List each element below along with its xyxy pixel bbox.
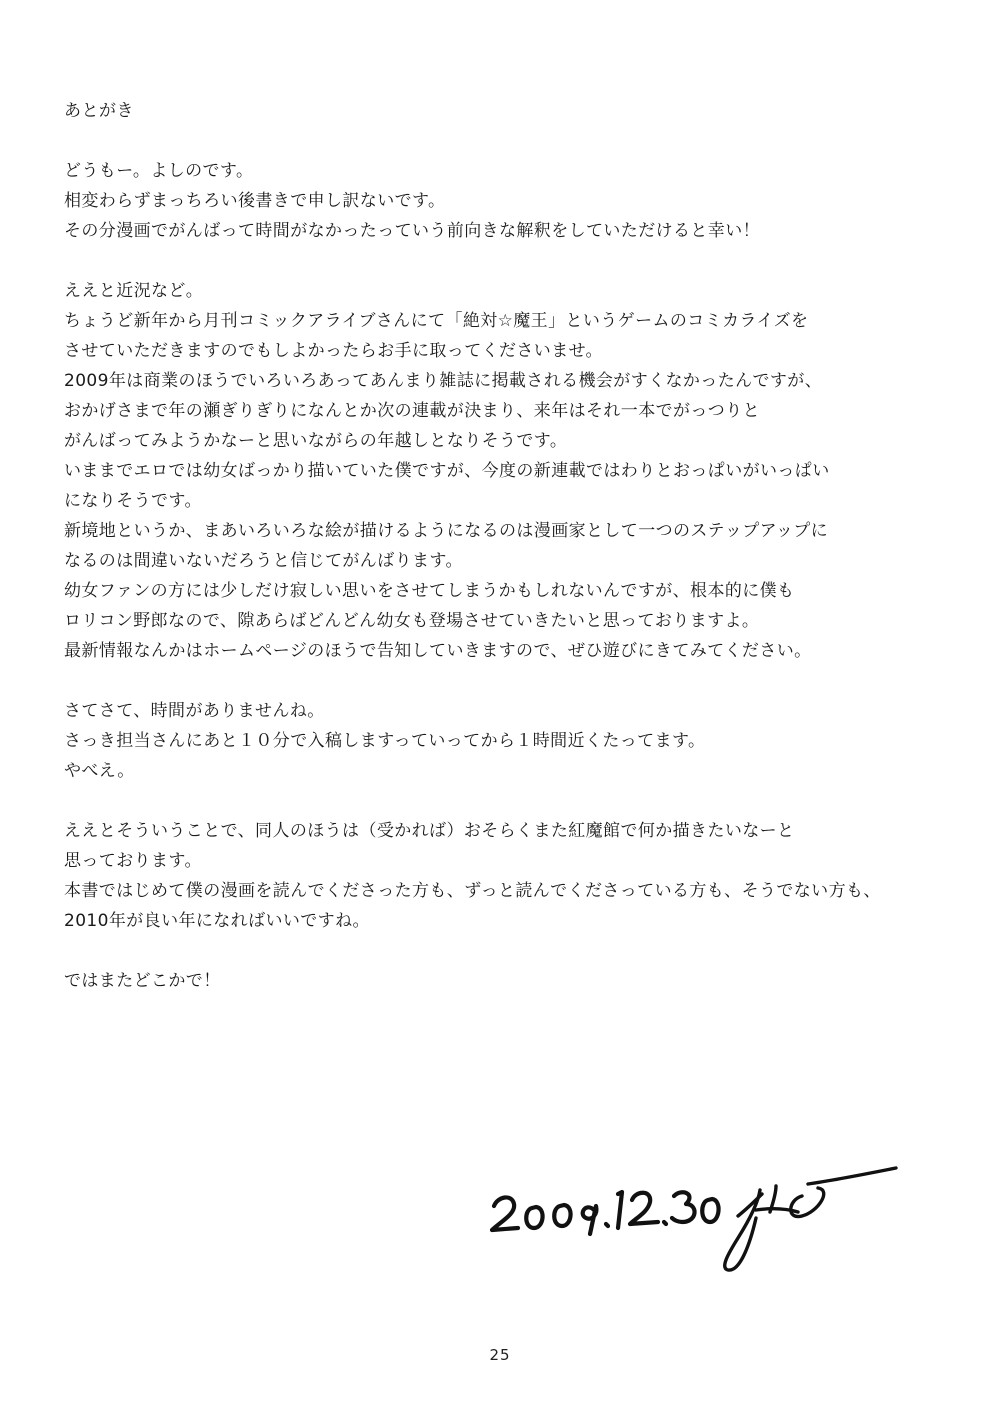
text-line: ではまたどこかで！ — [64, 971, 221, 991]
text-line: その分漫画でがんばって時間がなかったっていう前向きな解釈をしていただけると幸い！ — [64, 221, 760, 241]
text-line: 幼女ファンの方には少しだけ寂しい思いをさせてしまうかもしれないんですが、根本的に僕も — [64, 581, 795, 601]
text-line: ええとそういうことで、同人のほうは（受かれば）おそらくまた紅魔館で何か描きたいなーと — [64, 821, 795, 841]
paragraph-deadline — [64, 696, 944, 786]
text-line: させていただきますのでもしよかったらお手に取ってくださいませ。 — [64, 341, 603, 361]
text-line: ちょうど新年から月刊コミックアライブさんにて「絶対☆魔王」というゲームのコミカライズを — [64, 311, 809, 331]
page-number: 25 — [489, 1346, 511, 1364]
paragraph-gap — [64, 936, 944, 966]
text-line: 本書ではじめて僕の漫画を読んでくださった方も、ずっと読んでくださっている方も、そうでない方も、 — [64, 881, 881, 901]
text-line: 相変わらずまっちろい後書きで申し訳ないです。 — [64, 191, 446, 211]
text-line: さてさて、時間がありませんね。 — [64, 701, 325, 721]
paragraph-doujin — [64, 816, 944, 936]
paragraph-gap — [64, 246, 944, 276]
handwritten-signature — [486, 1160, 916, 1280]
text-line: なるのは間違いないだろうと信じてがんばります。 — [64, 551, 463, 571]
text-line: さっき担当さんにあと１０分で入稿しますっていってから１時間近くたってます。 — [64, 731, 706, 751]
text-line: 思っております。 — [64, 851, 202, 871]
text-line: になりそうです。 — [64, 491, 202, 511]
text-line: やべえ。 — [64, 761, 135, 781]
text-line: がんばってみようかなーと思いながらの年越しとなりそうです。 — [64, 431, 568, 451]
text-line: 新境地というか、まあいろいろな絵が描けるようになるのは漫画家として一つのステップアップに — [64, 521, 829, 541]
text-line: ええと近況など。 — [64, 281, 204, 301]
text-line: どうもー。よしのです。 — [64, 161, 254, 181]
afterword-body — [64, 156, 944, 996]
paragraph-gap — [64, 666, 944, 696]
text-line: いままでエロでは幼女ばっかり描いていた僕ですが、今度の新連載ではわりとおっぱいがいっぱい — [64, 461, 830, 481]
text-line: 2009年は商業のほうでいろいろあってあんまり雑誌に掲載される機会がすくなかったんですが、 — [64, 371, 823, 391]
text-line: 2010年が良い年になればいいですね。 — [64, 911, 370, 931]
afterword-title: あとがき — [64, 101, 134, 121]
paragraph-news — [64, 276, 944, 666]
paragraph-gap — [64, 786, 944, 816]
paragraph-farewell — [64, 966, 944, 996]
paragraph-greeting — [64, 156, 944, 246]
text-line: 最新情報なんかはホームページのほうで告知していきますので、ぜひ遊びにきてみてください。 — [64, 641, 812, 661]
text-line: ロリコン野郎なので、隙あらばどんどん幼女も登場させていきたいと思っておりますよ。 — [64, 611, 760, 631]
text-line: おかげさまで年の瀬ぎりぎりになんとか次の連載が決まり、来年はそれ一本でがっつりと — [64, 401, 760, 421]
